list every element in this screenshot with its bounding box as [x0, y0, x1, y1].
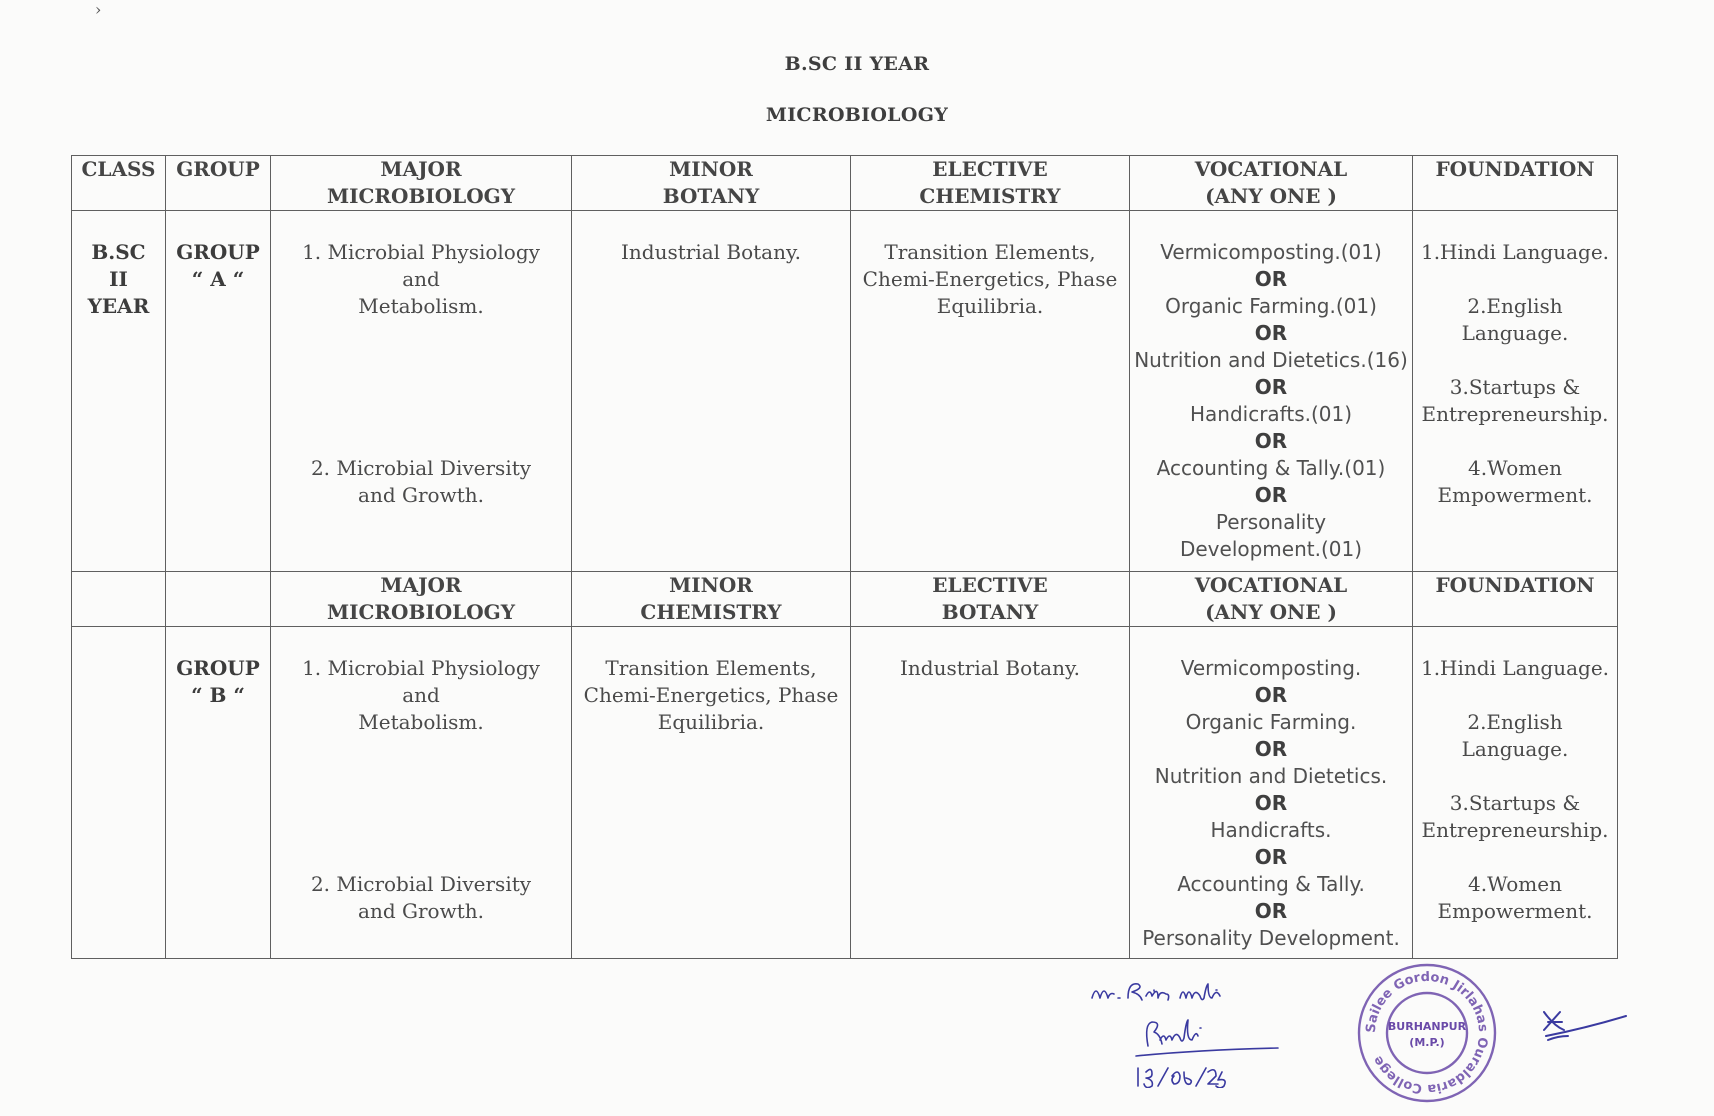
group-b-cell: GROUP “ B “: [166, 627, 271, 959]
syllabus-table: [71, 155, 1618, 959]
elective-a-cell: Transition Elements, Chemi-Energetics, Phase Equilibria.: [851, 211, 1130, 572]
class-b-empty: [72, 627, 166, 959]
page-title: B.SC II YEAR: [784, 53, 930, 75]
major-a-cell: 1. Microbial Physiology and Metabolism. 2. Microbial Diversity and Growth.: [271, 211, 572, 572]
header-b-class-empty: [72, 572, 166, 627]
header-b-elective: ELECTIVE BOTANY: [851, 572, 1130, 627]
group-a-cell: GROUP “ A “: [166, 211, 271, 572]
header-major: MAJOR MICROBIOLOGY: [271, 156, 572, 211]
header-foundation: FOUNDATION: [1413, 156, 1618, 211]
corner-mark: ›: [95, 0, 102, 19]
header-b-vocational: VOCATIONAL (ANY ONE ): [1130, 572, 1413, 627]
header-elective: ELECTIVE CHEMISTRY: [851, 156, 1130, 211]
stamp-state: (M.P.): [1409, 1036, 1445, 1049]
header-b-major: MAJOR MICROBIOLOGY: [271, 572, 572, 627]
minor-a-cell: Industrial Botany.: [572, 211, 851, 572]
header-group: GROUP: [166, 156, 271, 211]
header-b-foundation: FOUNDATION: [1413, 572, 1618, 627]
foundation-b-cell: 1.Hindi Language. 2.English Language. 3.Startups & Entrepreneurship. 4.Women Empowerment.: [1413, 627, 1618, 959]
header-b-minor: MINOR CHEMISTRY: [572, 572, 851, 627]
foundation-a-cell: 1.Hindi Language. 2.English Language. 3.Startups & Entrepreneurship. 4.Women Empowerment.: [1413, 211, 1618, 572]
header-vocational: VOCATIONAL (ANY ONE ): [1130, 156, 1413, 211]
vocational-b-cell: Vermicomposting. OR Organic Farming. OR Nutrition and Dietetics. OR Handicrafts. OR Accounting & Tally. OR Personality Development.: [1130, 627, 1413, 959]
vocational-a-cell: Vermicomposting.(01) OR Organic Farming.(01) OR Nutrition and Dietetics.(16) OR Handicrafts.(01) OR Accounting & Tally.(01) OR Personality Development.(01): [1130, 211, 1413, 572]
svg-text:Sailee Gordon Jirlahas Ouralda: Sailee Gordon Jirlahas Ouraldaria College: [1363, 969, 1491, 1097]
major-b-cell: 1. Microbial Physiology and Metabolism. 2. Microbial Diversity and Growth.: [271, 627, 572, 959]
class-cell: B.SC II YEAR: [72, 211, 166, 572]
college-stamp: [1352, 958, 1502, 1108]
header-minor: MINOR BOTANY: [572, 156, 851, 211]
minor-b-cell: Transition Elements, Chemi-Energetics, Phase Equilibria.: [572, 627, 851, 959]
initial-mark: [1538, 1000, 1628, 1050]
handwritten-signature: [1088, 968, 1308, 1088]
row-group-a: [72, 211, 1618, 572]
elective-b-cell: Industrial Botany.: [851, 627, 1130, 959]
header-row-b: [72, 572, 1618, 627]
row-group-b: [72, 627, 1618, 959]
header-row-a: [72, 156, 1618, 211]
header-class: CLASS: [72, 156, 166, 211]
stamp-city: BURHANPUR: [1387, 1020, 1467, 1033]
page-subject: MICROBIOLOGY: [765, 104, 949, 126]
header-b-group-empty: [166, 572, 271, 627]
